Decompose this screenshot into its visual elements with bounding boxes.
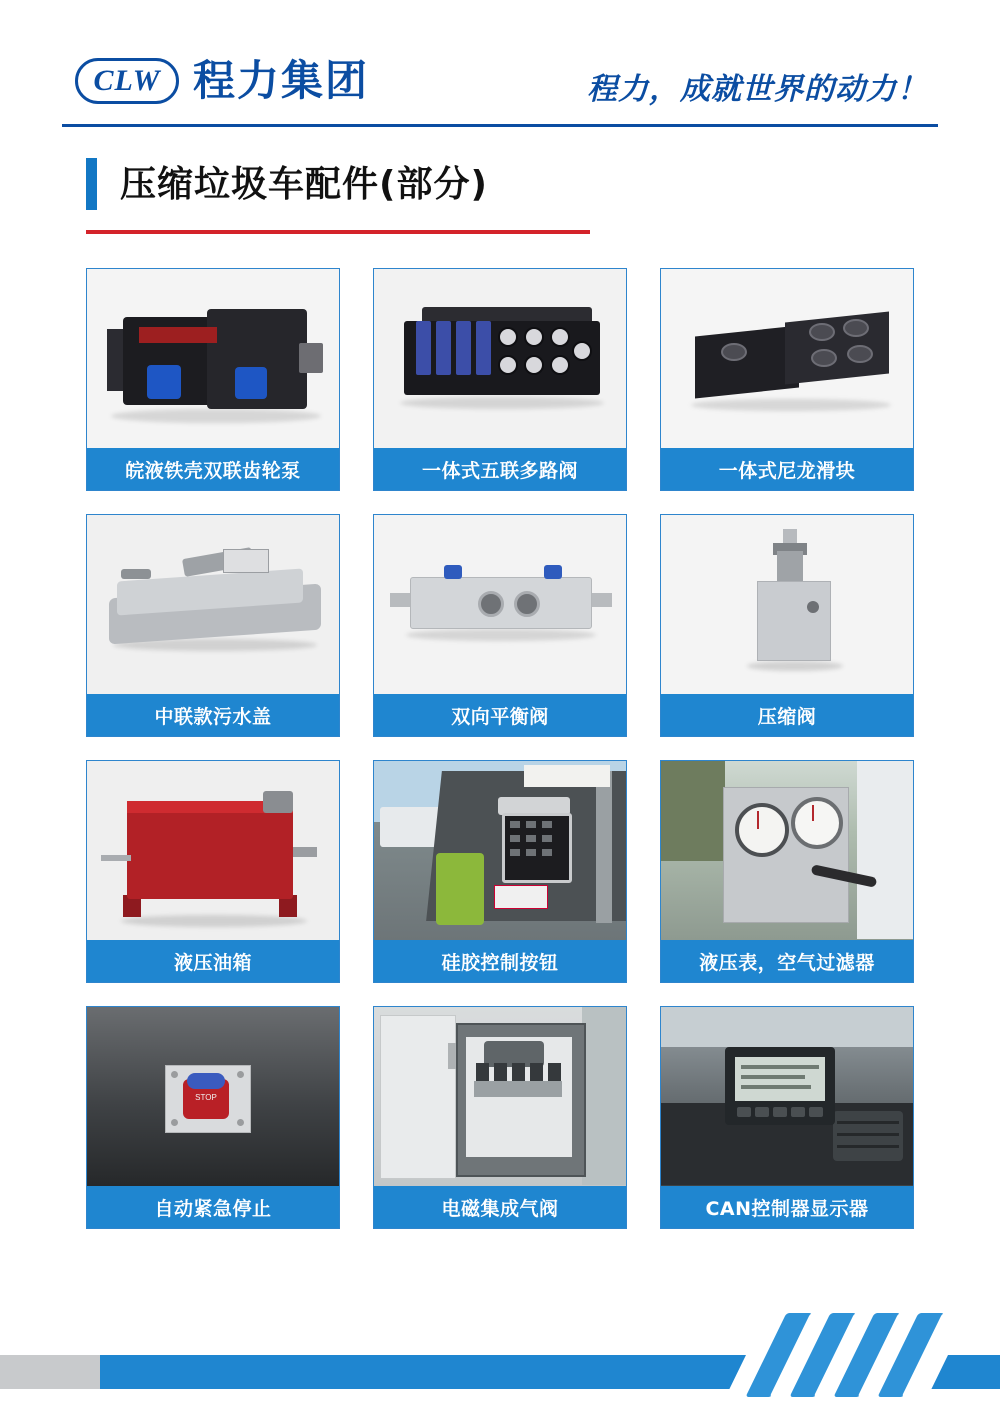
part-caption: 中联款污水盖 — [87, 694, 339, 736]
part-caption: 液压表，空气过滤器 — [661, 940, 913, 982]
part-photo-gear-pump — [87, 269, 339, 448]
title-accent-bar — [86, 158, 97, 210]
part-caption: 一体式尼龙滑块 — [661, 448, 913, 490]
emergency-stop-label: STOP — [195, 1093, 217, 1102]
part-caption: 压缩阀 — [661, 694, 913, 736]
title-underline — [86, 230, 590, 234]
page-title — [86, 158, 606, 220]
logo-mark-text: CLW — [93, 64, 161, 97]
part-photo-control-buttons — [374, 761, 626, 940]
parts-grid — [86, 268, 914, 1229]
page-footer — [0, 1307, 1000, 1417]
part-photo-hydraulic-tank — [87, 761, 339, 940]
clw-logo-icon — [75, 58, 179, 104]
part-caption: 自动紧急停止 — [87, 1186, 339, 1228]
part-card — [373, 760, 627, 983]
part-caption: 硅胶控制按钮 — [374, 940, 626, 982]
page-header — [0, 0, 1000, 126]
part-caption: 电磁集成气阀 — [374, 1186, 626, 1228]
part-card — [373, 1006, 627, 1229]
part-card — [373, 268, 627, 491]
part-card — [660, 760, 914, 983]
title-text: 压缩垃圾车配件(部分) — [120, 164, 488, 205]
part-photo-balance-valve — [374, 515, 626, 694]
part-photo-pressure-gauge-air-filter — [661, 761, 913, 940]
part-card — [660, 268, 914, 491]
part-caption: CAN控制器显示器 — [661, 1186, 913, 1228]
part-caption: 一体式五联多路阀 — [374, 448, 626, 490]
part-photo-multiway-valve — [374, 269, 626, 448]
part-card — [660, 1006, 914, 1229]
part-photo-emergency-stop — [87, 1007, 339, 1186]
part-card — [86, 514, 340, 737]
company-slogan: 程力，成就世界的动力！ — [587, 72, 928, 107]
header-divider — [62, 124, 938, 127]
part-card — [86, 760, 340, 983]
part-caption: 皖液铁壳双联齿轮泵 — [87, 448, 339, 490]
company-name: 程力集团 — [193, 56, 370, 105]
part-photo-sewage-cover — [87, 515, 339, 694]
part-card — [86, 1006, 340, 1229]
part-photo-solenoid-air-valve — [374, 1007, 626, 1186]
part-card — [660, 514, 914, 737]
part-photo-can-controller-display — [661, 1007, 913, 1186]
brand-logo — [75, 58, 369, 104]
part-photo-nylon-slider — [661, 269, 913, 448]
part-caption: 液压油箱 — [87, 940, 339, 982]
part-card — [373, 514, 627, 737]
part-card — [86, 268, 340, 491]
part-photo-compression-valve — [661, 515, 913, 694]
part-caption: 双向平衡阀 — [374, 694, 626, 736]
